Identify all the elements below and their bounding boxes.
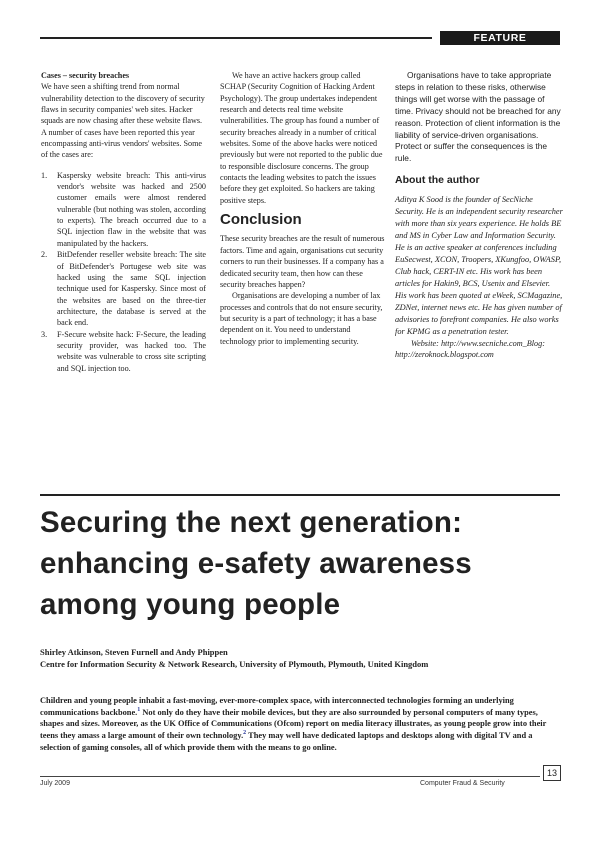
schap-paragraph: We have an active hackers group called SCHAP (Security Cognition of Hacking Ardent Psychology). The group undertakes independent research and detects real time website vulnerabilities. The group has found a number of security breaches already in a number of critical websites. Some of the above hacks were noticed previously but were not reported to the public due to responsible disclosure concerns. The group contacts the leading websites to patch the issues before they get exploited. So hackers are taking positive steps. <box>220 71 383 205</box>
article-title: Securing the next generation: enhancing e-safety awareness among young people <box>40 506 472 621</box>
list-item <box>41 329 206 374</box>
page-number: 13 <box>543 765 561 781</box>
reference-link-1[interactable]: 1 <box>137 706 141 713</box>
list-item <box>41 170 206 249</box>
column-3 <box>395 70 563 361</box>
header-rule <box>40 37 432 39</box>
list-number: 2. <box>41 250 48 260</box>
abstract-text: They may well have dedicated laptops and desktops along with digital TV and a selection of gaming consoles, all of which provide them with the means to go online. <box>40 731 533 752</box>
author-website: Website: http://www.secniche.com_Blog: http://zeroknock.blogspot.com <box>395 338 545 360</box>
cases-intro: We have seen a shifting trend from normal vulnerability detection to the discovery of security flaws in security companies' web sites. Hacker squads are now chasing after these website flaws. A number of cases have been reported this year encompassing anti-virus vendors' websites. Some of the cases are: <box>41 82 205 160</box>
author-affiliation: Centre for Information Security & Network Research, University of Plymouth, Plymouth, United Kingdom <box>40 659 429 669</box>
issue-date: July 2009 <box>40 780 70 787</box>
risk-paragraph: Organisations have to take appropriate steps in relation to these risks, otherwise things will get worse with the passage of time. Privacy should not be breached for any reason. Protection of client information is the liability of service-driven organisations. Protect or suffer the consequences is the rule. <box>395 70 561 164</box>
list-number: 1. <box>41 170 48 180</box>
author-names: Shirley Atkinson, Steven Furnell and Andy Phippen <box>40 647 228 657</box>
footer-rule <box>40 776 540 777</box>
column-2 <box>220 70 387 347</box>
cases-subhead: Cases – security breaches <box>41 71 130 80</box>
author-bio: Aditya K Sood is the founder of SecNiche Security. He is an independent security researcher with more than six years experience. He holds BE and MS in Cyber Law and Information Security. He is an active speaker at conferences including EuSecwest, XCON, Troopers, XKungfoo, OWASP, Club hack, CERT-IN etc. His work has been articles for Hakin9, BCS, Usenix and Elsevier. His work has been quoted at eWeek, SCMagazine, ZDNet, internet news etc. He has given number of advisories to forefront companies. He also works for KPMG as a penetration tester. <box>395 194 563 336</box>
journal-name: Computer Fraud & Security <box>420 780 505 787</box>
conclusion-paragraph-2: Organisations are developing a number of lax processes and controls that do not ensure security, but security is a part of technology; it has a base dependent on it. You need to understand technology prior to implementing security. <box>220 291 383 346</box>
about-author-heading: About the author <box>395 174 480 187</box>
conclusion-paragraph-1: These security breaches are the result of numerous factors. Time and again, organisations cut security corners to run their businesses. If a company has a dedicated security team, then how can these security breaches happen? <box>220 234 385 289</box>
abstract-text: Not only do they have their mobile devices, but they are also surrounded by personal computers of many types, shapes and sizes. Moreover, as the UK Office of Communications (Ofcom) report on media literacy illustrates, as young people grow into their teens they amass a large amount of their own technology. <box>40 707 547 741</box>
column-1 <box>41 70 206 374</box>
article-abstract <box>40 695 550 754</box>
list-item <box>41 249 206 328</box>
list-number: 3. <box>41 329 48 339</box>
conclusion-heading: Conclusion <box>220 211 302 229</box>
section-tag: FEATURE <box>440 31 560 45</box>
cases-list <box>41 170 206 374</box>
reference-link-2[interactable]: 2 <box>243 730 247 737</box>
list-text: F-Secure website hack: F-Secure, the leading security provider, was hacked too. The website was vulnerable to cross site scripting and SQL injection too. <box>57 329 206 373</box>
author-block <box>40 646 560 670</box>
abstract-text: Children and young people inhabit a fast-moving, ever-more-complex space, with interconnected technologies forming an underlying communications backbone. <box>40 696 514 717</box>
article-divider <box>40 494 560 496</box>
list-text: Kaspersky website breach: This anti-virus vendor's website was hacked and 2500 customer emails were almost rendered vulnerable (but nothing was stolen, according to experts). The breach occurred due to a SQL injection flaw in the website that was manipulated by the hackers. <box>57 170 206 248</box>
list-text: BitDefender reseller website breach: The site of BitDefender's Portugese web site was hacked using the same SQL injection technique used for Kaspersky. Since most of the websites are based on the three-tier architecture, the database is served at the back end. <box>57 250 206 328</box>
